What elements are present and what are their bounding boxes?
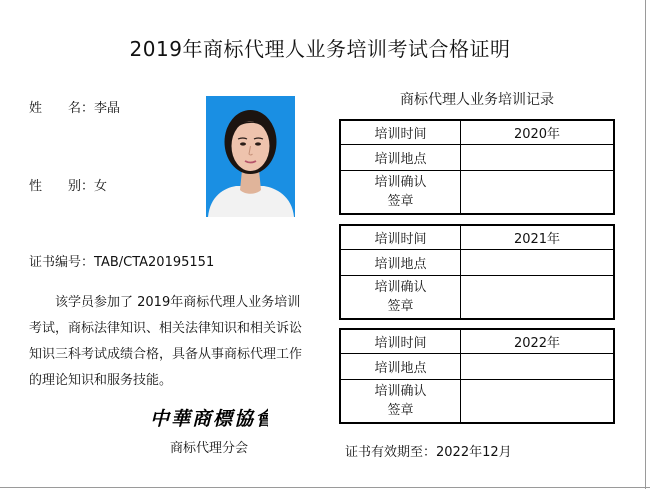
confirm-line-2: 签章	[387, 402, 414, 418]
training-time-label: 培训时间	[340, 120, 461, 144]
gender-value: 女	[94, 179, 108, 194]
confirm-line-2: 签章	[387, 298, 414, 314]
portrait-photo	[206, 96, 295, 217]
training-year: 2021年	[461, 225, 615, 249]
gender-label: 性 别：	[29, 179, 95, 194]
training-place-label: 培训地点	[340, 353, 461, 379]
confirm-line-2: 签章	[387, 193, 414, 209]
training-year: 2022年	[461, 329, 615, 353]
training-place-label: 培训地点	[340, 144, 461, 170]
training-confirm-label	[340, 275, 461, 319]
name-row	[29, 97, 120, 116]
training-confirm-stamp-area	[461, 170, 615, 214]
issuer-branch: 商标代理分会	[170, 441, 249, 456]
certificate-title: 2019年商标代理人业务培训考试合格证明	[129, 37, 511, 61]
certificate-number-label: 证书编号：	[29, 255, 95, 270]
page-border-bottom	[0, 487, 650, 488]
page-border-right	[645, 0, 646, 489]
validity-date: 证书有效期至：2022年12月	[345, 445, 512, 460]
training-time-label: 培训时间	[340, 225, 461, 249]
training-confirm-stamp-area	[461, 275, 615, 319]
gender-row	[29, 175, 107, 194]
confirm-line-1: 培训确认	[374, 279, 427, 295]
training-place-value	[461, 144, 615, 170]
confirm-line-1: 培训确认	[374, 174, 427, 190]
training-record-table-2020	[339, 119, 615, 215]
seal-text: 中華商標協會	[150, 408, 268, 430]
training-confirm-stamp-area	[461, 379, 615, 423]
certificate-number-value: TAB/CTA20195151	[94, 255, 215, 270]
training-record-table-2022	[339, 328, 615, 424]
qualification-text: 该学员参加了 2019年商标代理人业务培训考试，商标法律知识、相关法律知识和相关诉讼知识三科考试成绩合格，具备从事商标代理工作的理论知识和服务技能。	[29, 295, 303, 388]
confirm-line-1: 培训确认	[374, 383, 427, 399]
training-records-title: 商标代理人业务培训记录	[400, 92, 554, 108]
association-signature-seal	[150, 403, 268, 431]
training-time-label: 培训时间	[340, 329, 461, 353]
training-place-value	[461, 249, 615, 275]
training-year: 2020年	[461, 120, 615, 144]
qualification-statement	[29, 290, 309, 394]
name-label: 姓 名：	[29, 101, 95, 116]
name-value: 李晶	[94, 101, 121, 116]
training-place-label: 培训地点	[340, 249, 461, 275]
training-confirm-label	[340, 170, 461, 214]
training-place-value	[461, 353, 615, 379]
training-record-table-2021	[339, 224, 615, 320]
training-confirm-label	[340, 379, 461, 423]
certificate-number-row	[29, 251, 214, 270]
